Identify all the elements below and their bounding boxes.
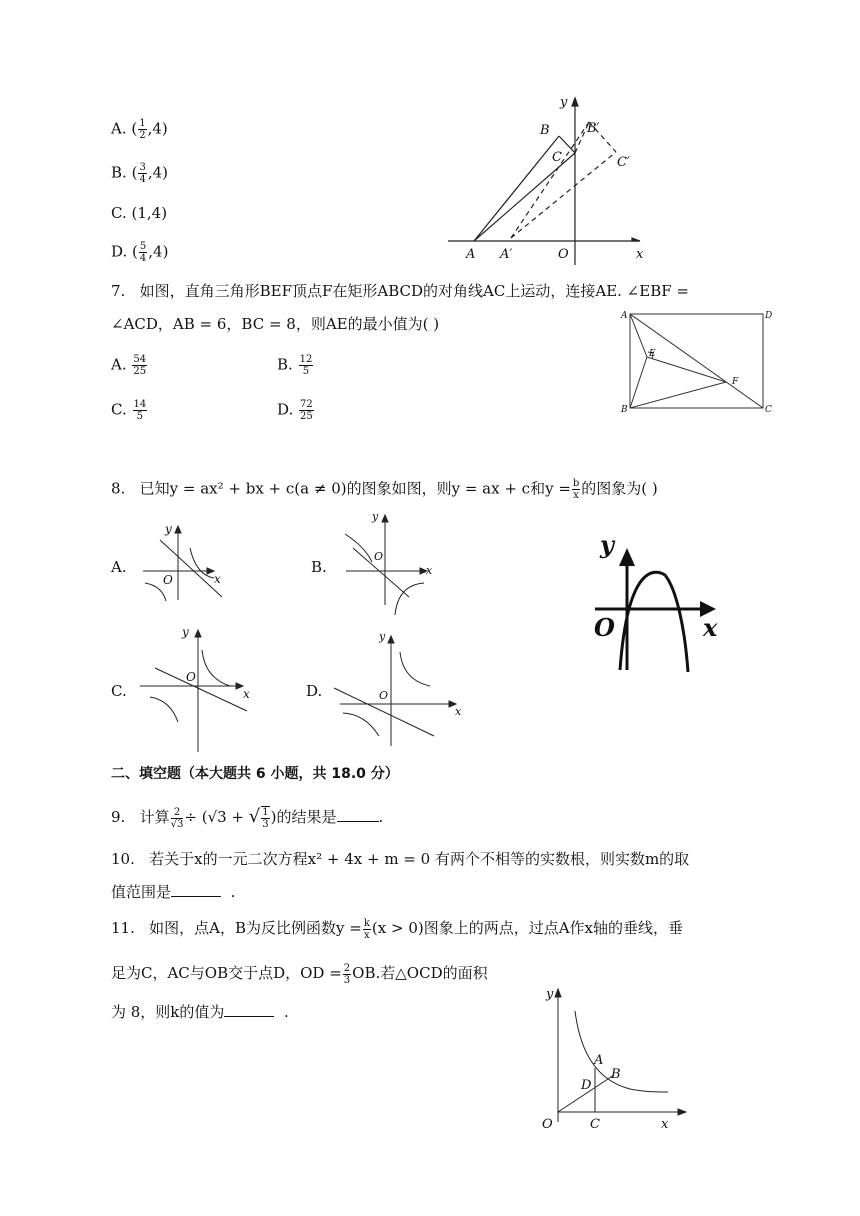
q6-x-label: x [636,247,644,262]
q8d-x-label: x [455,705,462,718]
q8c-x-label: x [243,687,250,701]
q8-text: 8. 已知y = ax² + bx + c(a ≠ 0)的图象如图，则y = ax + c和y = $\frac{b}{x}$ 的图象为( ) [111,478,658,501]
q8-option-c-label: C. [111,682,127,700]
q6-option-b: B. ( $\frac{3}{4}$ ,4) [111,162,168,185]
q6-label-b-prime: B′ [587,121,600,136]
q6-label-c-prime: C′ [617,155,630,170]
q8b-x-label: x [426,564,433,577]
q11-label-b: B [611,1067,621,1082]
q6-option-d: D. ( $\frac{5}{4}$ ,4) [111,241,169,264]
q8d-o-label: O [379,689,389,702]
q8c-y-label: y [182,625,189,639]
q7-label-c: C [765,405,772,415]
q6-label-o: O [558,247,569,262]
q8b-o-label: O [374,550,384,563]
q7-label-d: D [765,311,773,321]
q7-option-d: D. $\frac{72}{25}$ [277,399,313,422]
q8a-o-label: O [163,573,173,587]
q11-label-o: O [542,1117,553,1132]
q7-line2: ∠ACD，AB = 6，BC = 8，则AE的最小值为( ) [111,315,440,333]
q11-y-label: y [546,987,554,1002]
q8-main-y-label: y [600,530,614,559]
q8b-y-label: y [372,510,379,523]
q7-option-c: C. $\frac{14}{5}$ [111,399,147,422]
q10-line1: 10. 若关于x的一元二次方程x² + 4x + m = 0 有两个不相等的实数根，则实数m的取 [111,850,690,868]
q6-label-c: C [552,150,562,165]
q8-option-b-label: B. [311,558,327,576]
q7-option-a: A. $\frac{54}{25}$ [111,354,147,377]
q10-line2: 值范围是 . [111,883,236,901]
q11-label-a: A [594,1053,604,1068]
q6-option-c: C. (1,4) [111,204,168,222]
q6-y-label: y [560,95,568,110]
q8-main-x-label: x [703,613,718,642]
q7-line1: 7. 如图，直角三角形BEF顶点F在矩形ABCD的对角线AC上运动，连接AE. ∠EBF = [111,282,689,300]
q8-main-o-label: O [594,613,615,642]
q7-label-a: A [621,311,628,321]
q11-line2: 足为C，AC与OB交于点D，OD = $\frac{2}{3}$ OB.若△OCD的面积 [111,962,488,986]
q11-label-d: D [581,1078,592,1093]
q8-option-a-label: A. [111,558,127,576]
q11-x-label: x [661,1117,669,1132]
q8c-o-label: O [186,670,196,684]
q7-option-b: B. $\frac{12}{5}$ [277,354,313,377]
q11-line1: 11. 如图，点A，B为反比例函数y = $\frac{k}{x}$ (x > 0)图象上的两点，过点A作x轴的垂线，垂 [111,917,684,941]
q8d-y-label: y [379,630,386,643]
q6-label-b: B [540,123,550,138]
q6-label-a-prime: A′ [500,247,513,262]
q6-label-a: A [466,247,476,262]
section-heading: 二、填空题（本大题共 6 小题，共 18.0 分） [111,766,399,782]
q7-label-b: B [621,405,628,415]
q6-option-a: A. ( $\frac{1}{2}$ ,4) [111,118,168,141]
q11-line3: 为 8，则k的值为 . [111,1003,289,1021]
q8a-y-label: y [165,522,172,536]
q7-label-f: F [732,377,739,387]
q8a-x-label: x [214,572,221,586]
q7-label-e: E [649,349,656,359]
q8-option-d-label: D. [306,682,323,700]
q11-label-c: C [590,1117,600,1132]
q9-text: 9. 计算 $\frac{2}{√3}$ ÷ (√3 + √ $\frac{1}{3}$ )的结果是 . [111,806,384,830]
